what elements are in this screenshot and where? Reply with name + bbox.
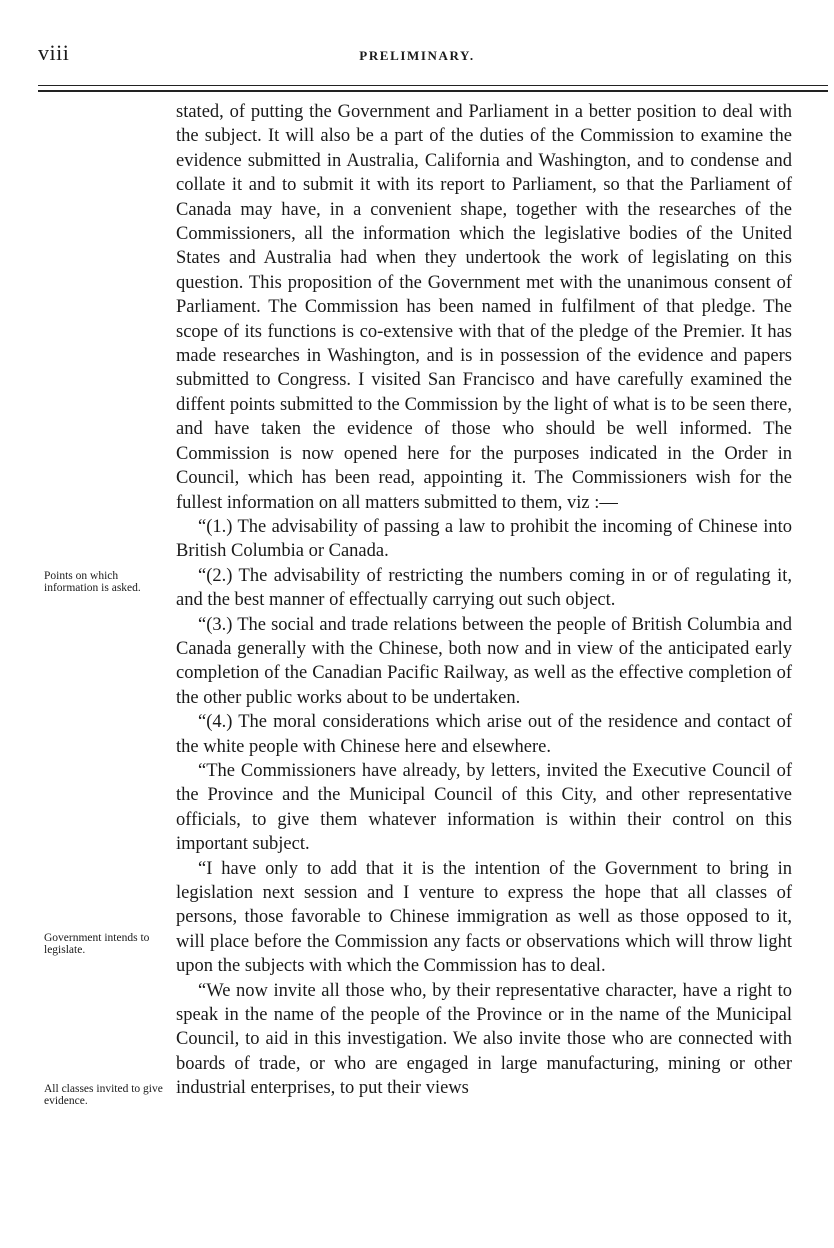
paragraph: “We now invite all those who, by their representative character, have a right to speak in the name of the people of the Province or in the name of the Municipal Council, to aid in this investigation. We also invite those who are connected with boards of trade, or who are engaged in large manufacturing, mining or other industrial enterprises, to put their views: [176, 980, 792, 1099]
paragraph: “(3.) The social and trade relations between the people of British Columbia and Canada generally with the Chinese, both now and in view of the anticipated early completion of the Canadian Pacific Railway, as well as the effective completion of the other public works about to be undertaken.: [176, 614, 792, 708]
body-text: [176, 100, 792, 1101]
paragraph: “I have only to add that it is the intention of the Government to bring in legislation next session and I venture to express the hope that all classes of persons, those favorable to Chinese immigration as well as those opposed to it, will place before the Commission any facts or observations which will throw light upon the subjects with which the Commission has to deal.: [176, 858, 792, 977]
header-rule: [38, 90, 828, 92]
running-head: PRELIMINARY.: [359, 48, 475, 63]
marginal-note-all-classes-invited: All classes invited to give evidence.: [44, 1083, 163, 1107]
marginal-note-points-on-which-information-is-asked: Points on which information is asked.: [44, 570, 141, 594]
paragraph: stated, of putting the Government and Parliament in a better position to deal with the subject. It will also be a part of the duties of the Commission to examine the evidence submitted in Australia, California and Washington, and to condense and collate it and to submit it with its report to Parliament, so that the Parliament of Canada may have, in a convenient shape, together with the researches of the Commissioners, all the information which the legislative bodies of the United States and Australia had when they undertook the work of legislating on this question. This proposition of the Government met with the unanimous consent of Parliament. The Commission has been named in fulfilment of that pledge. The scope of its functions is co-extensive with that of the pledge of the Premier. It has made researches in Washington, and is in possession of the evidence and papers submitted to Congress. I visited San Francisco and have carefully examined the diffent points submitted to the Commission by the light of what is to be seen there, and have taken the evidence of those who should be well informed. The Commission is now opened here for the purposes indicated in the Order in Council, which has been read, appointing it. The Commissioners wish for the fullest information on all matters submitted to them, viz :—: [176, 102, 792, 513]
header-rule: [38, 85, 828, 86]
paragraph: “(4.) The moral considerations which arise out of the residence and contact of the white people with Chinese here and elsewhere.: [176, 712, 792, 757]
page-number: viii: [38, 40, 70, 65]
marginal-note-government-intends-to-legislate: Government intends to legislate.: [44, 932, 150, 956]
paragraph: “The Commissioners have already, by letters, invited the Executive Council of the Province and the Municipal Council of this City, and other representative officials, to give them whatever information is within their control on this important subject.: [176, 760, 792, 855]
paragraph: “(1.) The advisability of passing a law to prohibit the incoming of Chinese into British Columbia or Canada.: [176, 516, 792, 562]
paragraph: “(2.) The advisability of restricting the numbers coming in or of regulating it, and the best manner of effectually carrying out such object.: [176, 565, 792, 611]
